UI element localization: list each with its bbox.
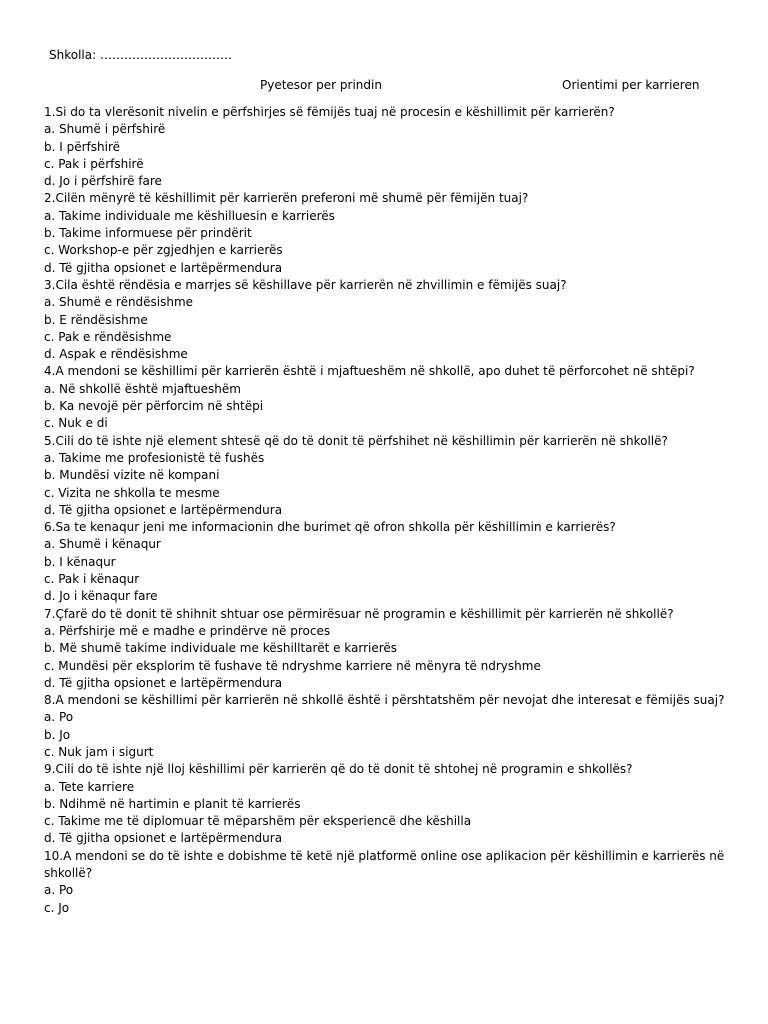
question-block (44, 277, 734, 363)
question-block (44, 190, 734, 276)
question-block (44, 761, 734, 847)
questions-list (44, 104, 734, 917)
answer-option: a. Shumë i kënaqur (44, 537, 161, 552)
question-text: 8.A mendoni se këshillimi për karrierën në shkollë është i përshtatshëm për nevojat dhe interesat e fëmijës suaj? (44, 693, 725, 708)
answer-option: b. I përfshirë (44, 139, 121, 154)
document-title: Pyetesor per prindin (260, 78, 382, 92)
answer-option: b. E rëndësishme (44, 312, 148, 327)
answer-option: a. Në shkollë është mjaftueshëm (44, 381, 241, 396)
question-text: 2.Cilën mënyrë të këshillimit për karrierën preferoni më shumë për fëmijën tuaj? (44, 191, 529, 206)
answer-option: c. Nuk jam i sigurt (44, 744, 154, 759)
answer-option: a. Takime me profesionistë të fushës (44, 450, 265, 465)
question-block (44, 433, 734, 519)
answer-option: c. Mundësi për eksplorim të fushave të ndryshme karriere në mënyra të ndryshme (44, 658, 541, 673)
answer-option: b. Mundësi vizite në kompani (44, 468, 220, 483)
answer-option: c. Pak i kënaqur (44, 572, 140, 587)
answer-option: d. Të gjitha opsionet e lartëpërmendura (44, 831, 283, 846)
answer-option: c. Jo (44, 900, 70, 915)
answer-option: b. Ndihmë në hartimin e planit të karrierës (44, 796, 301, 811)
question-text: 1.Si do ta vlerësonit nivelin e përfshirjes së fëmijës tuaj në procesin e këshillimit për karrierën? (44, 105, 615, 119)
question-text: 9.Cili do të ishte një lloj këshillimi për karrierën që do të donit të shtohej në programin e shkollës? (44, 762, 633, 777)
answer-option: a. Tete karriere (44, 779, 135, 794)
question-text: 10.A mendoni se do të ishte e dobishme të ketë një platformë online ose aplikacion për këshillimin e karrierës në shkollë? (44, 848, 725, 881)
answer-option: c. Workshop-e për zgjedhjen e karrierës (44, 243, 283, 258)
question-block (44, 519, 734, 605)
answer-option: c. Nuk e di (44, 416, 108, 431)
question-text: 3.Cila është rëndësia e marrjes së këshillave për karrierën në zhvillimin e fëmijës suaj? (44, 277, 567, 292)
answer-option: a. Përfshirje më e madhe e prindërve në proces (44, 623, 331, 638)
answer-option: d. Të gjitha opsionet e lartëpërmendura (44, 260, 283, 275)
question-text: 5.Cili do të ishte një element shtesë që do të donit të përfshihet në këshillimin për karrierën në shkollë? (44, 433, 668, 448)
question-text: 7.Çfarë do të donit të shihnit shtuar ose përmirësuar në programin e këshillimit për karrierën në shkollë? (44, 606, 674, 621)
answer-option: b. I kënaqur (44, 554, 116, 569)
answer-option: b. Jo (44, 727, 71, 742)
answer-option: a. Shumë i përfshirë (44, 122, 166, 137)
answer-option: b. Më shumë takime individuale me këshilltarët e karrierës (44, 641, 398, 656)
question-block (44, 692, 734, 761)
answer-option: c. Takime me të diplomuar të mëparshëm për eksperiencë dhe këshilla (44, 814, 472, 829)
answer-option: c. Pak e rëndësishme (44, 329, 172, 344)
document-subtitle: Orientimi per karrieren (562, 78, 700, 92)
question-block (44, 363, 734, 432)
answer-option: d. Jo i përfshirë fare (44, 174, 162, 189)
answer-option: c. Vizita ne shkolla te mesme (44, 485, 220, 500)
answer-option: a. Po (44, 710, 74, 725)
answer-option: b. Takime informuese për prindërit (44, 226, 252, 241)
question-text: 4.A mendoni se këshillimi për karrierën është i mjaftueshëm në shkollë, apo duhet të përforcohet në shtëpi? (44, 364, 695, 379)
answer-option: d. Aspak e rëndësishme (44, 347, 188, 362)
answer-option: c. Pak i përfshirë (44, 156, 144, 171)
answer-option: d. Jo i kënaqur fare (44, 589, 158, 604)
question-block (44, 606, 734, 692)
school-field: Shkolla: …………………………… (49, 48, 232, 62)
question-block (44, 104, 734, 190)
answer-option: a. Takime individuale me këshilluesin e karrierës (44, 208, 335, 223)
answer-option: a. Po (44, 883, 74, 898)
answer-option: b. Ka nevojë për përforcim në shtëpi (44, 399, 264, 414)
question-text: 6.Sa te kenaqur jeni me informacionin dhe burimet që ofron shkolla për këshillimin e karrierës? (44, 520, 616, 535)
question-block (44, 848, 734, 917)
answer-option: d. Të gjitha opsionet e lartëpërmendura (44, 502, 283, 517)
answer-option: a. Shumë e rëndësishme (44, 295, 194, 310)
answer-option: d. Të gjitha opsionet e lartëpërmendura (44, 675, 283, 690)
